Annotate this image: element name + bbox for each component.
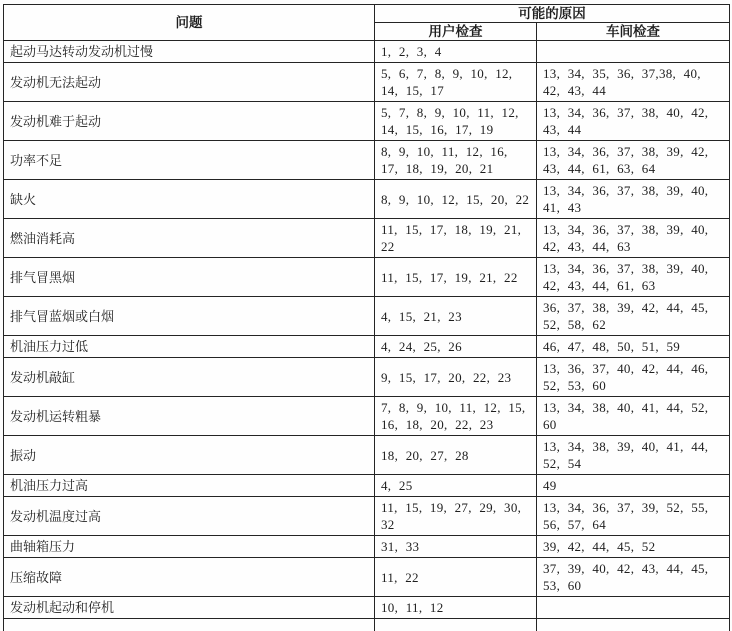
table-row	[4, 63, 730, 102]
user-check-cell: 18, 20, 27, 28	[375, 436, 537, 475]
workshop-check-cell: 13, 36, 37, 40, 42, 44, 46, 52, 53, 60	[537, 358, 730, 397]
user-check-cell: 11, 15, 17, 19, 21, 22	[375, 258, 537, 297]
problem-cell: 压缩故障	[4, 558, 375, 597]
workshop-check-cell: 39, 42, 44, 45, 52	[537, 536, 730, 558]
table-row	[4, 258, 730, 297]
user-check-cell: 11, 22	[375, 558, 537, 597]
problem-cell: 燃油消耗高	[4, 219, 375, 258]
workshop-check-cell: 13, 34, 38, 39, 40, 41, 44, 52, 54	[537, 436, 730, 475]
problem-cell: 发动机温度过高	[4, 497, 375, 536]
workshop-check-cell: 13, 34, 36, 37, 38, 39, 40, 42, 43, 44, 61, 63	[537, 258, 730, 297]
workshop-check-cell: 13, 34, 35, 36, 37,38, 40, 42, 43, 44	[537, 63, 730, 102]
workshop-check-cell: 37, 39, 40, 42, 43, 44, 45, 53, 60	[537, 558, 730, 597]
table-row	[4, 102, 730, 141]
table-body	[4, 41, 730, 631]
problem-cell: 排气冒黑烟	[4, 258, 375, 297]
troubleshooting-table	[3, 4, 730, 631]
header-row-top	[4, 5, 730, 23]
table-row	[4, 475, 730, 497]
table-row	[4, 497, 730, 536]
user-check-cell: 4, 25	[375, 475, 537, 497]
workshop-check-cell: 13, 34, 36, 37, 38, 40, 42, 43, 44	[537, 102, 730, 141]
table-row	[4, 180, 730, 219]
user-check-cell: 11, 15, 17, 18, 19, 21, 22	[375, 219, 537, 258]
problem-cell: 排气冒蓝烟或白烟	[4, 297, 375, 336]
user-check-cell: 4, 15, 21, 23	[375, 297, 537, 336]
user-check-cell: 10, 11, 12	[375, 597, 537, 619]
user-check-cell: 5, 7, 8, 9, 10, 11, 12, 14, 15, 16, 17, 19	[375, 102, 537, 141]
problem-cell: 发动机敲缸	[4, 358, 375, 397]
problem-cell: 功率不足	[4, 141, 375, 180]
header-possible-causes: 可能的原因	[375, 5, 730, 23]
user-check-cell: 8, 9, 10, 11, 12, 16, 17, 18, 19, 20, 21	[375, 141, 537, 180]
workshop-check-cell: 13, 34, 36, 37, 38, 39, 40, 42, 43, 44, 63	[537, 219, 730, 258]
workshop-check-cell	[537, 41, 730, 63]
user-check-cell: 8, 9, 10, 12, 15, 20, 22	[375, 180, 537, 219]
problem-cell: 发动机运转粗暴	[4, 397, 375, 436]
workshop-check-cell	[537, 619, 730, 631]
workshop-check-cell: 13, 34, 36, 37, 38, 39, 42, 43, 44, 61, 63, 64	[537, 141, 730, 180]
workshop-check-cell: 13, 34, 36, 37, 38, 39, 40, 41, 43	[537, 180, 730, 219]
user-check-cell: 31, 33	[375, 536, 537, 558]
problem-cell	[4, 619, 375, 631]
workshop-check-cell	[537, 597, 730, 619]
problem-cell: 发动机无法起动	[4, 63, 375, 102]
header-user-check: 用户检查	[375, 23, 537, 41]
user-check-cell: 4, 24, 25, 26	[375, 336, 537, 358]
table-row	[4, 219, 730, 258]
problem-cell: 起动马达转动发动机过慢	[4, 41, 375, 63]
workshop-check-cell: 49	[537, 475, 730, 497]
problem-cell: 机油压力过高	[4, 475, 375, 497]
workshop-check-cell: 36, 37, 38, 39, 42, 44, 45, 52, 58, 62	[537, 297, 730, 336]
workshop-check-cell: 13, 34, 38, 40, 41, 44, 52, 60	[537, 397, 730, 436]
user-check-cell: 5, 6, 7, 8, 9, 10, 12, 14, 15, 17	[375, 63, 537, 102]
user-check-cell	[375, 619, 537, 631]
problem-cell: 机油压力过低	[4, 336, 375, 358]
table-row	[4, 436, 730, 475]
table-row	[4, 358, 730, 397]
workshop-check-cell: 46, 47, 48, 50, 51, 59	[537, 336, 730, 358]
problem-cell: 发动机难于起动	[4, 102, 375, 141]
problem-cell: 曲轴箱压力	[4, 536, 375, 558]
user-check-cell: 1, 2, 3, 4	[375, 41, 537, 63]
user-check-cell: 11, 15, 19, 27, 29, 30, 32	[375, 497, 537, 536]
table-row	[4, 597, 730, 619]
table-row	[4, 536, 730, 558]
problem-cell: 缺火	[4, 180, 375, 219]
table-row	[4, 141, 730, 180]
problem-cell: 发动机起动和停机	[4, 597, 375, 619]
user-check-cell: 7, 8, 9, 10, 11, 12, 15, 16, 18, 20, 22, 23	[375, 397, 537, 436]
table-row	[4, 558, 730, 597]
table-row	[4, 397, 730, 436]
table-header	[4, 5, 730, 41]
header-workshop-check: 车间检查	[537, 23, 730, 41]
table-row	[4, 41, 730, 63]
table-row	[4, 297, 730, 336]
user-check-cell: 9, 15, 17, 20, 22, 23	[375, 358, 537, 397]
header-problem: 问题	[4, 5, 375, 41]
problem-cell: 振动	[4, 436, 375, 475]
table-row-partial	[4, 619, 730, 631]
table-row	[4, 336, 730, 358]
workshop-check-cell: 13, 34, 36, 37, 39, 52, 55, 56, 57, 64	[537, 497, 730, 536]
